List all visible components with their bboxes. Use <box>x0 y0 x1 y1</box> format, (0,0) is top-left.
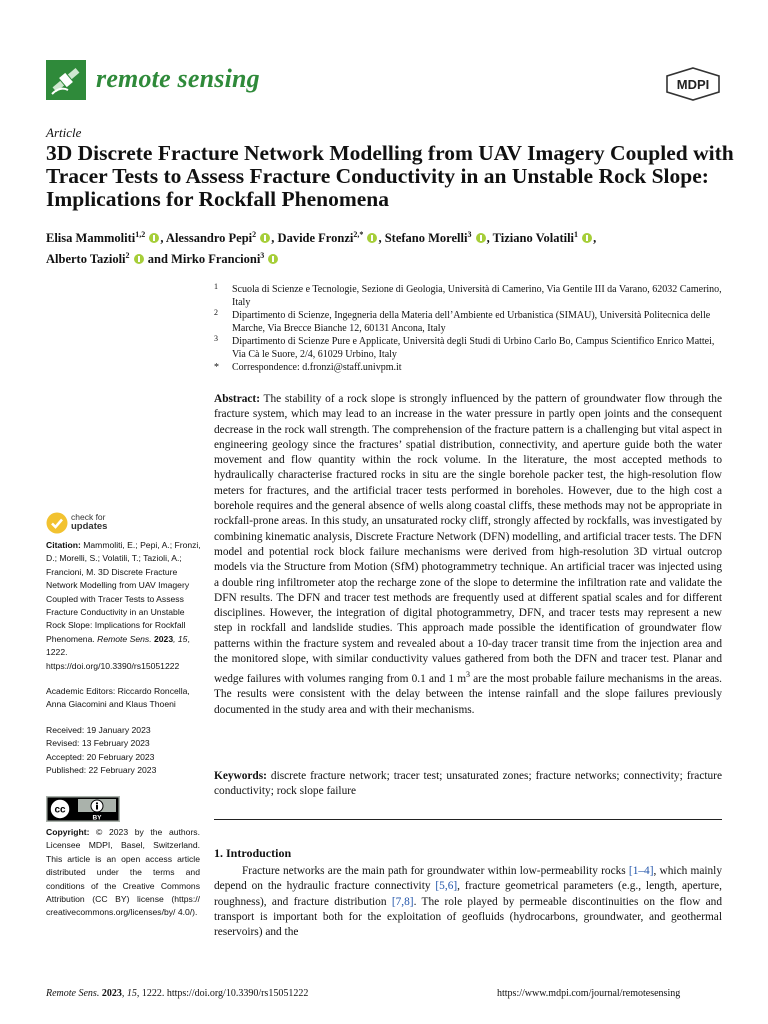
abstract-text: The stability of a rock slope is strongly influenced by the pattern of groundwater flow through the fracture system, which may lead to an increase in the water pressure in partly open joints and the consequent decrease in the rock wall strength. The comprehension of the fracture pattern is a challenging but vital aspect in engineering geology since the fractures’ spatial distribution, connectivity, and aperture guide both the water movement and flow quantity within the rock volume. In the literature, the most accepted methods to hydraulically characterise fractured rocks in situ are the single borehole packer test, the high-resolution flow meters for fractures, and the artificial tracer tests performed in boreholes. However, due to the high cost a borehole requires and the general absence of wells along coastal cliffs, these methods may not be appropriate in rockfall-prone areas. In this study, an unsaturated rocky cliff, strongly affected by rockfalls, was investigated by combining kinematic analysis, Discrete Fracture Network (DFN) modelling, and artificial tracer tests. The DFN model and potential rock block failure mechanisms were derived from high-resolution 3D virtual outcrop models via the Structure from Motion (SfM) photogrammetry technique. An artificial tracer was injected using a double ring infiltrometer atop the recharge zone of the slope to determine the infiltration rate and validate the DFN results. The DFN and tracer test methods are frequently used at different spatial scales and for different disciplines. However, the integration of digital photogrammetry, DFN, and tracer tests may represent a new step in rockfall and landslide studies. This approach made possible the identification of groundwater flow patterns within the fracture system and revealed about a 10-day tracer transit time from the injection area and the monitored slope, with similar conductivity values gathered from both the DFN and tracer test. Planar and wedge failures with volumes ranging from 0.1 and 1 m <box>214 393 722 686</box>
author-name[interactable]: Tiziano Volatili <box>492 231 575 246</box>
author-name[interactable]: Alessandro Pepi <box>165 231 253 246</box>
orcid-icon[interactable] <box>134 254 144 264</box>
reference-link[interactable]: [1–4] <box>628 865 654 877</box>
footer-year: 2023 <box>99 988 122 999</box>
author-affiliation-sup: 1 <box>574 230 579 239</box>
affiliation-number: 1 <box>214 282 218 291</box>
keywords <box>214 769 722 800</box>
footer-volume: , 15 <box>121 988 137 999</box>
author-affiliation-sup: 3 <box>260 251 265 261</box>
citation-journal: Remote Sens. <box>97 633 152 644</box>
footer-journal-url[interactable]: https://www.mdpi.com/journal/remotesensing <box>497 988 681 999</box>
affiliation-text: Dipartimento di Scienze, Ingegneria della Materia dell’Ambiente ed Urbanistica (SIMAU), Università Politecnica delle Marche, Via Brecce Bianche 12, 60131 Ancona, Italy <box>232 310 711 334</box>
publisher-name: MDPI <box>676 77 710 92</box>
orcid-icon[interactable] <box>260 233 270 243</box>
affiliation-text: Dipartimento di Scienze Pure e Applicate, Università degli Studi di Urbino Carlo Bo, Campus Scientifico Enrico Mattei, Via Cà le Suore, 2/4, 61029 Urbino, Italy <box>232 336 715 360</box>
author-name[interactable]: Stefano Morelli <box>384 231 468 246</box>
orcid-icon[interactable] <box>149 233 159 243</box>
journal-logo-icon <box>46 60 86 100</box>
orcid-icon[interactable] <box>476 233 486 243</box>
author-separator: and <box>144 252 172 267</box>
article-title: 3D Discrete Fracture Network Modelling from UAV Imagery Coupled with Tracer Tests to Assess Fracture Conductivity in an Unstable Rock Slope: Implications for Rockfall Phenomena <box>46 141 734 211</box>
affiliation-text: Scuola di Scienze e Tecnologie, Sezione di Geologia, Università di Camerino, Via Gentile III da Varano, 62032 Camerino, Italy <box>232 284 722 308</box>
affiliation-text[interactable]: Correspondence: d.fronzi@staff.univpm.it <box>232 362 402 373</box>
copyright-text: © 2023 by the authors. Licensee MDPI, Basel, Switzerland. This article is an open access article distributed under the terms and conditions of the Creative Commons Attribution (CC BY) license (https:// creativecommons.org/licenses/by/ 4.0/). <box>46 827 200 918</box>
orcid-icon[interactable] <box>367 233 377 243</box>
copyright-label: Copyright: <box>46 827 90 837</box>
affiliation-number: 2 <box>214 308 218 317</box>
author-name[interactable]: Mirko Francioni <box>171 252 261 267</box>
reference-link[interactable]: [7,8] <box>391 895 414 908</box>
citation-label: Citation: <box>46 540 81 550</box>
author-affiliation-sup: 2,* <box>353 230 364 239</box>
publication-date: Revised: 13 February 2023 <box>46 738 150 749</box>
abstract-label: Abstract: <box>214 393 260 405</box>
check-updates-icon <box>46 512 68 534</box>
check-for-updates-button[interactable] <box>46 512 156 534</box>
author-affiliation-sup: 3 <box>467 230 472 239</box>
author-name[interactable]: Elisa Mammoliti <box>46 231 136 246</box>
orcid-icon[interactable] <box>582 233 592 243</box>
footer-citation <box>46 988 308 999</box>
affiliation-item <box>214 309 724 335</box>
academic-editors: Academic Editors: Riccardo Roncella, Anna Giacomini and Klaus Thoeni <box>46 686 190 710</box>
section-divider <box>214 819 722 820</box>
publication-dates <box>46 724 202 778</box>
orcid-icon[interactable] <box>268 254 278 264</box>
affiliation-number: 3 <box>214 334 218 343</box>
affiliation-item <box>214 335 724 361</box>
mdpi-logo-icon <box>664 67 722 101</box>
cc-by-license-icon[interactable] <box>46 796 120 822</box>
abstract-text-end: are the most probable failure mechanisms in the areas. The results were consistent with the delay between the intense rainfall and the slope failures previously documented in the study area and with their mechanisms. <box>214 673 722 716</box>
author-name[interactable]: Davide Fronzi <box>277 231 354 246</box>
introduction-text-segment: . The role played by permeable discontinuities on the flow and transport is important both for the exploitation of geofluids (hydrocarbons, groundwater, and geothermal reservoirs) and the <box>214 895 722 939</box>
introduction-text-segment: Fracture networks are the main path for groundwater within low-permeability rocks <box>242 865 629 877</box>
citation-text: Mammoliti, E.; Pepi, A.; Fronzi, D.; Morelli, S.; Volatili, T.; Tazioli, A.; Francioni, M. 3D Discrete Fracture Network Modelling from UAV Imagery Coupled with Tracer Tests to Assess Fracture Conductivity in an Unstable Rock Slope: Implications for Rockfall Phenomena. <box>46 540 201 644</box>
introduction-text-segment: , which mainly depend on the hydraulic fracture connectivity <box>214 865 722 893</box>
reference-link[interactable]: [5,6] <box>435 880 458 893</box>
publication-date: Received: 19 January 2023 <box>46 724 151 735</box>
check-updates-line2: updates <box>71 521 108 532</box>
author-separator: , <box>378 231 385 246</box>
author-affiliation-sup: 1,2 <box>135 230 146 239</box>
affiliations <box>214 283 724 374</box>
author-separator: , <box>593 231 597 246</box>
footer-journal: Remote Sens. <box>46 988 100 999</box>
author-affiliation-sup: 2 <box>125 251 130 261</box>
author-name[interactable]: Alberto Tazioli <box>46 252 126 267</box>
author-separator: , <box>486 231 493 246</box>
citation-volume: , 15 <box>173 633 188 644</box>
citation-year: 2023 <box>151 633 174 644</box>
author-separator: , <box>271 231 278 246</box>
author-list <box>46 226 746 268</box>
footer-doi-link[interactable]: , 1222. https://doi.org/10.3390/rs15051222 <box>136 988 309 999</box>
citation-doi[interactable]: , 1222. https://doi.org/10.3390/rs15051222 <box>46 633 190 671</box>
citation <box>46 539 202 673</box>
introduction-text-segment: , fracture geometrical parameters (e.g., length, aperture, roughness), and fracture distribution <box>214 880 722 908</box>
introduction-heading: 1. Introduction <box>214 846 292 860</box>
abstract-sup: 3 <box>466 670 471 680</box>
cc-by-label: BY <box>92 814 102 822</box>
publication-date: Accepted: 20 February 2023 <box>46 751 155 762</box>
check-updates-line1: check for <box>71 512 106 522</box>
affiliation-item <box>214 283 724 309</box>
keywords-text: discrete fracture network; tracer test; unsaturated zones; fracture networks; connectivity; fracture conductivity; rock slope failure <box>214 770 722 798</box>
author-affiliation-sup: 2 <box>252 230 257 239</box>
svg-text:cc: cc <box>54 804 66 816</box>
copyright-notice <box>46 826 200 920</box>
sidebar <box>46 539 202 790</box>
journal-name: remote sensing <box>96 64 260 93</box>
introduction-text <box>214 864 722 940</box>
author-separator: , <box>160 231 166 246</box>
affiliation-item <box>214 361 724 374</box>
article-type: Article <box>46 125 82 140</box>
affiliation-number: * <box>214 362 219 373</box>
publication-date: Published: 22 February 2023 <box>46 765 157 776</box>
abstract <box>214 392 722 718</box>
keywords-label: Keywords: <box>214 770 267 782</box>
